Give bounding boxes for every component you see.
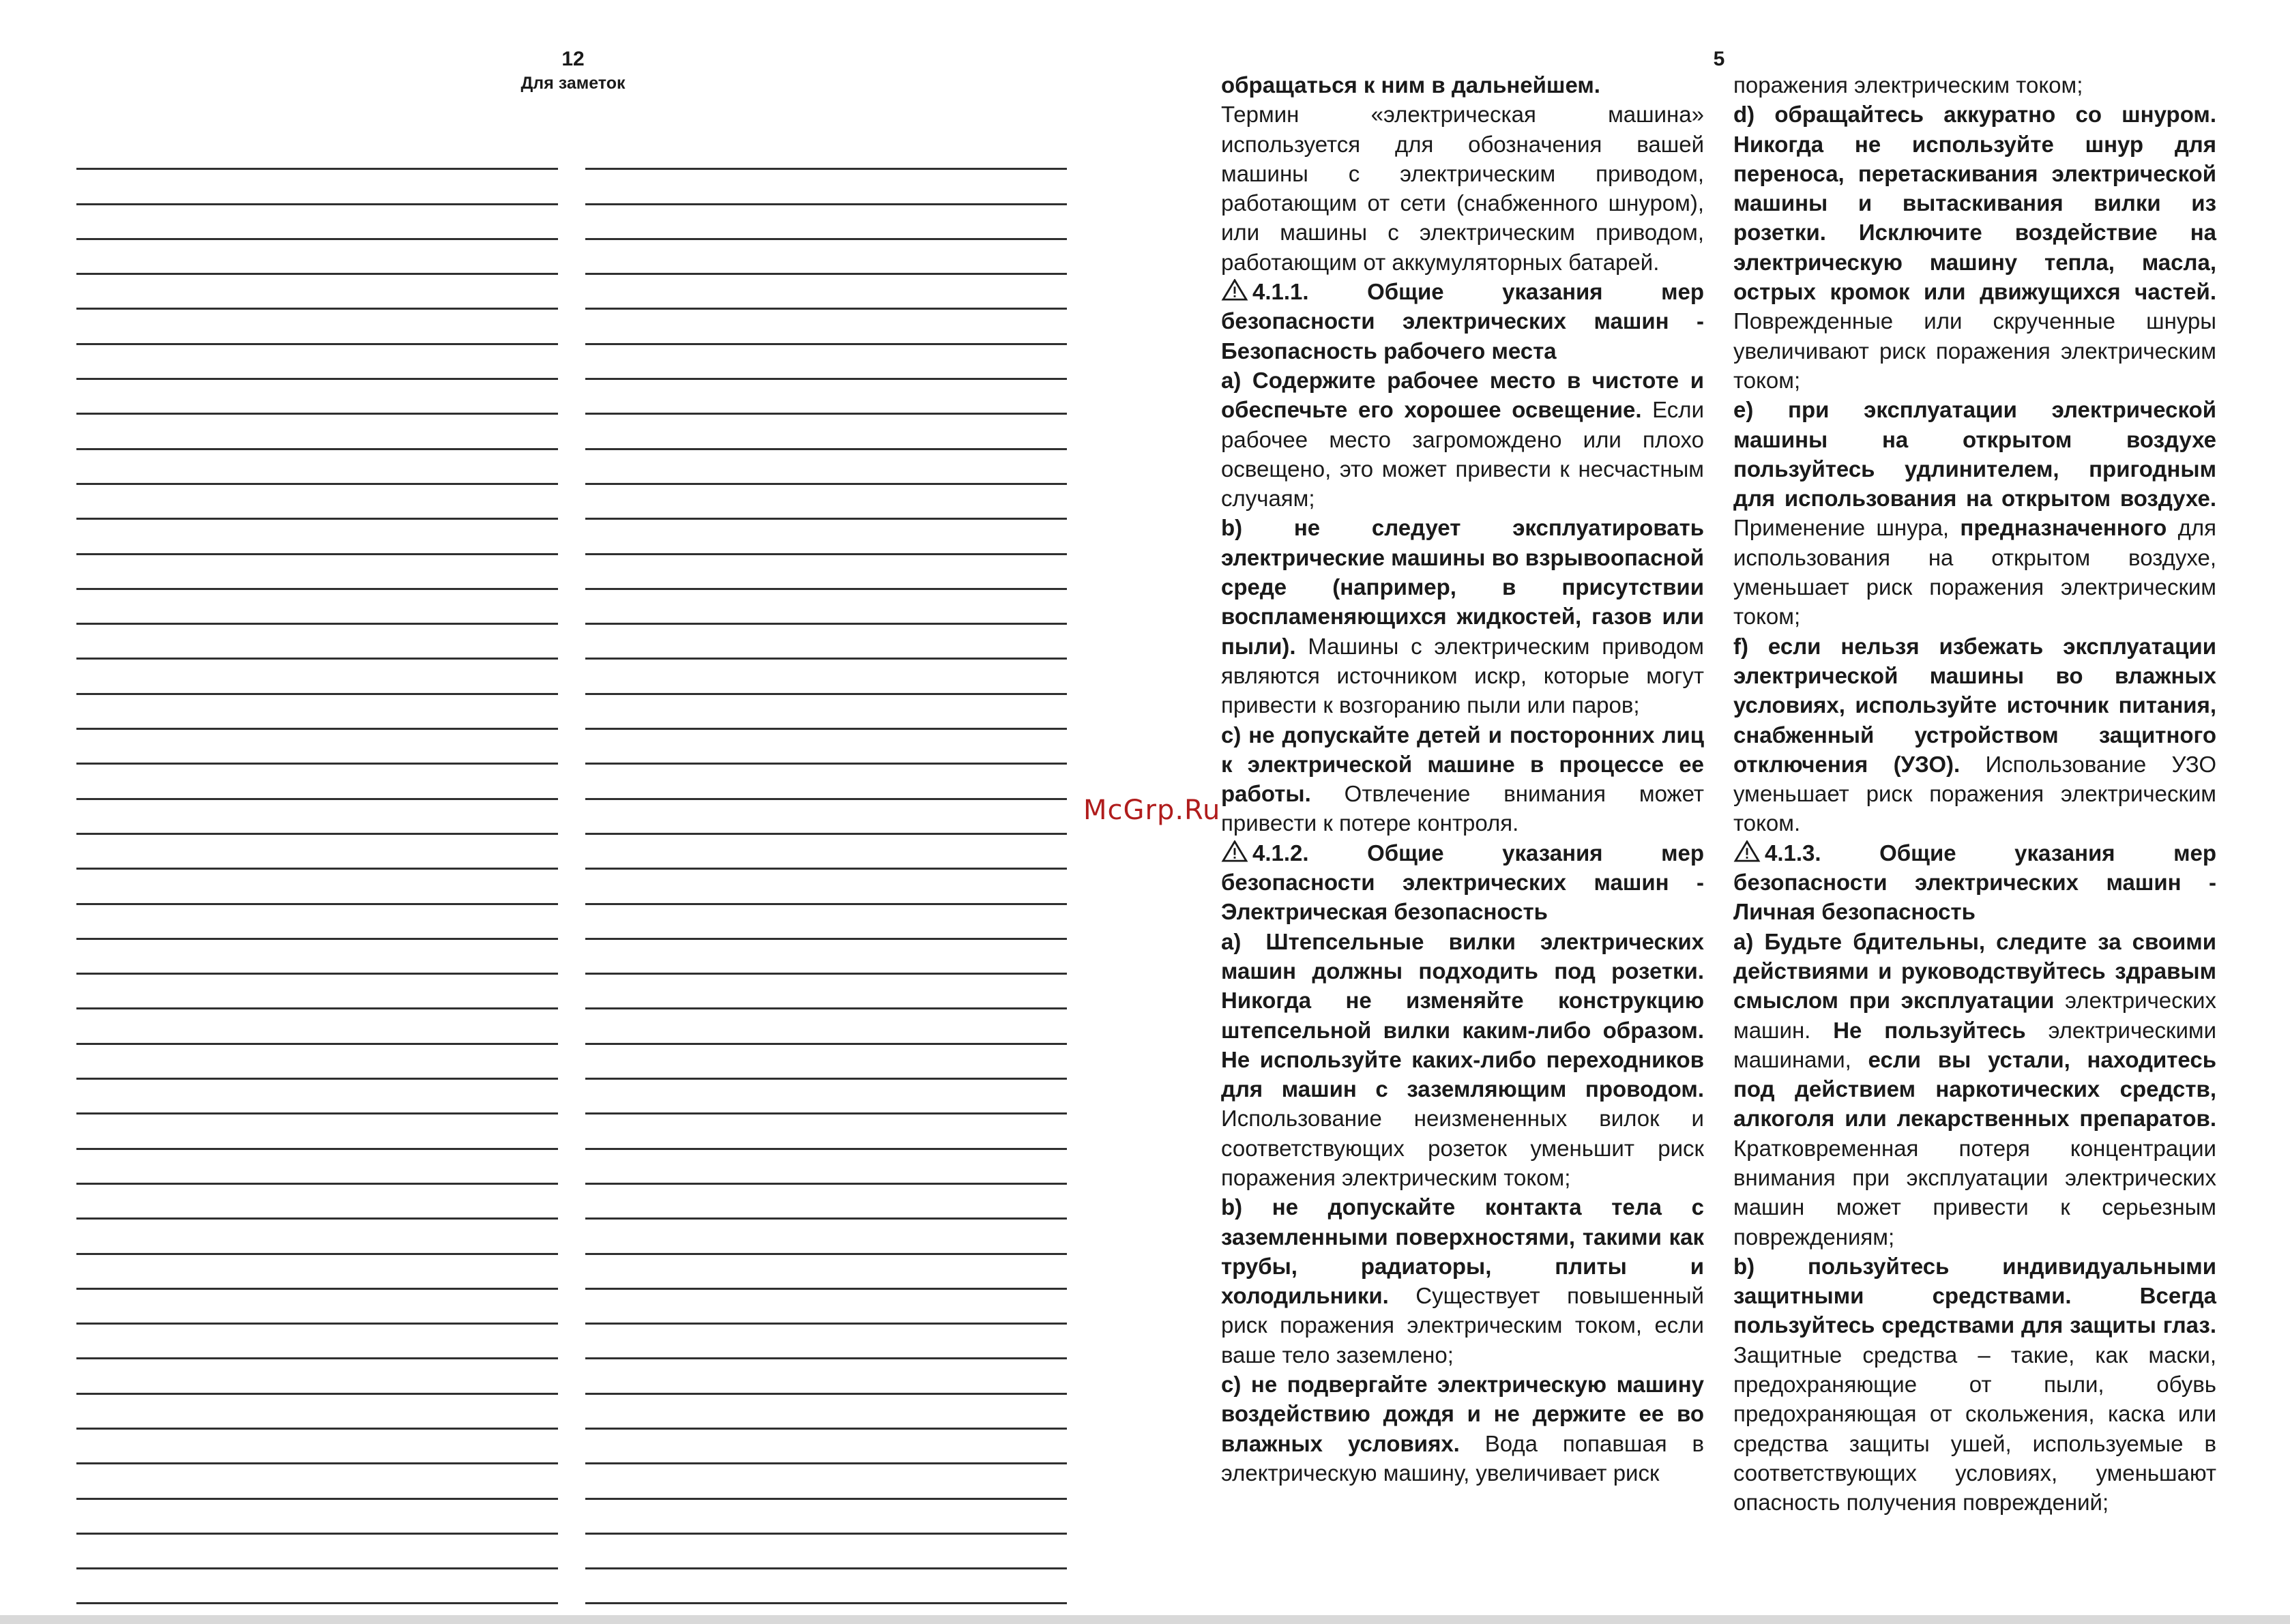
note-line bbox=[76, 730, 558, 765]
note-line bbox=[585, 450, 1067, 485]
note-line bbox=[585, 205, 1067, 240]
list-item-d bbox=[1733, 100, 2216, 395]
note-line bbox=[585, 1045, 1067, 1080]
note-line bbox=[585, 1500, 1067, 1535]
note-line bbox=[76, 905, 558, 940]
note-line bbox=[76, 870, 558, 904]
note-line bbox=[76, 520, 558, 555]
note-line bbox=[585, 240, 1067, 275]
bold-text: b) не следует эксплуатировать электрические машины во взрывоопасной среде (например, в присутствии воспламеняющихся жидкостей, газов или пыли). bbox=[1221, 515, 1704, 659]
regular-text: Применение шнура, bbox=[1733, 515, 1950, 541]
note-line bbox=[76, 380, 558, 415]
list-item-b2 bbox=[1221, 1192, 1704, 1370]
heading-text: 4.1.1. Общие указания мер безопасности электрических машин - Безопасность рабочего места bbox=[1221, 279, 1704, 364]
bold-text: а) Штепсельные вилки электрических машин должны подходить под розетки. Никогда не изменяйте конструкцию штепсельной вилки каким-либо образом. Не используйте каких-либо переходников для машин с заземляющим проводом. bbox=[1221, 928, 1704, 1102]
note-line bbox=[585, 625, 1067, 660]
note-line bbox=[585, 1150, 1067, 1185]
bold-text: если вы устали, находитесь под действием наркотических средств, алкоголя или лекарственных препаратов. bbox=[1733, 1046, 2216, 1132]
text-column-2 bbox=[1733, 70, 2216, 1518]
note-line bbox=[76, 415, 558, 449]
heading-text: 4.1.3. Общие указания мер безопасности электрических машин - Личная безопасность bbox=[1733, 840, 2216, 925]
note-line bbox=[585, 590, 1067, 625]
note-line bbox=[585, 870, 1067, 904]
note-line bbox=[585, 1220, 1067, 1254]
scan-bottom-edge bbox=[0, 1615, 2290, 1624]
regular-text: Поврежденные или скрученные шнуры увеличивают риск поражения электрическим током; bbox=[1733, 308, 2216, 393]
list-item-c2 bbox=[1221, 1370, 1704, 1488]
list-item-a bbox=[1221, 366, 1704, 513]
heading-text: 4.1.2. Общие указания мер безопасности электрических машин - Электрическая безопасность bbox=[1221, 840, 1704, 925]
section-heading-4-1-2 bbox=[1221, 838, 1704, 927]
regular-text: Использование неизмененных вилок и соответствующих розеток уменьшит риск поражения электрическим током; bbox=[1221, 1106, 1704, 1190]
list-item-a2 bbox=[1221, 927, 1704, 1193]
note-line bbox=[76, 555, 558, 590]
note-line bbox=[76, 240, 558, 275]
list-item-a3 bbox=[1733, 927, 2216, 1252]
note-line bbox=[585, 1255, 1067, 1290]
note-line bbox=[76, 1080, 558, 1114]
regular-text: Вода попавшая в электрическую машину, увеличивает риск bbox=[1221, 1430, 1705, 1486]
note-line bbox=[585, 905, 1067, 940]
regular-text: Машины с электрическим приводом являются источником искр, которые могут привести к возгоранию пыли или паров; bbox=[1221, 633, 1704, 718]
bold-text: а) Содержите рабочее место в чистоте и обеспечьте его хорошее освещение. bbox=[1221, 367, 1704, 423]
bold-text: предназначенного bbox=[1960, 515, 2167, 541]
note-line bbox=[585, 170, 1067, 205]
note-line bbox=[585, 1569, 1067, 1604]
list-item-c bbox=[1221, 720, 1704, 838]
list-item-b3 bbox=[1733, 1252, 2216, 1518]
note-line bbox=[76, 1220, 558, 1254]
note-line bbox=[76, 625, 558, 660]
note-line bbox=[76, 450, 558, 485]
note-line bbox=[76, 275, 558, 310]
note-line bbox=[76, 695, 558, 730]
note-line bbox=[76, 1535, 558, 1569]
note-line bbox=[585, 345, 1067, 380]
note-line bbox=[585, 1290, 1067, 1325]
note-line bbox=[76, 590, 558, 625]
note-line bbox=[76, 135, 558, 170]
regular-text: Отвлечение внимания может привести к потере контроля. bbox=[1221, 781, 1704, 836]
list-item-f bbox=[1733, 632, 2216, 838]
notes-lines-right-column bbox=[585, 135, 1067, 1604]
note-line bbox=[585, 310, 1067, 344]
regular-text: Кратковременная потеря концентрации внимания при эксплуатации электрических машин может привести к серьезным повреждениям; bbox=[1733, 1135, 2216, 1250]
note-line bbox=[585, 485, 1067, 520]
note-line bbox=[76, 1009, 558, 1044]
note-line bbox=[585, 380, 1067, 415]
bold-text: с) не допускайте детей и посторонних лиц к электрической машине в процессе ее работы. bbox=[1221, 722, 1704, 807]
section-heading-4-1-1 bbox=[1221, 277, 1704, 366]
paragraph-continuation bbox=[1221, 70, 1704, 100]
note-line bbox=[585, 1185, 1067, 1220]
note-line bbox=[585, 835, 1067, 870]
bold-text: а) Будьте бдительны, следите за своими действиями и руководствуйтесь здравым смыслом при эксплуатации bbox=[1733, 928, 2216, 1014]
note-line bbox=[585, 415, 1067, 449]
note-line bbox=[585, 1009, 1067, 1044]
note-line bbox=[76, 310, 558, 344]
bold-text: с) не подвергайте электрическую машину воздействию дождя и не держите ее во влажных условиях. bbox=[1221, 1372, 1704, 1456]
watermark: McGrp.Ru bbox=[1083, 795, 1221, 826]
note-line bbox=[76, 1500, 558, 1535]
note-line bbox=[76, 1185, 558, 1220]
note-line bbox=[76, 205, 558, 240]
note-line bbox=[585, 135, 1067, 170]
note-line bbox=[76, 1464, 558, 1499]
note-line bbox=[585, 1080, 1067, 1114]
note-line bbox=[585, 660, 1067, 694]
note-line bbox=[585, 1430, 1067, 1464]
note-line bbox=[76, 1150, 558, 1185]
bold-text: обращаться к ним в дальнейшем. bbox=[1221, 72, 1600, 98]
warning-triangle-icon bbox=[1221, 279, 1248, 301]
bold-text: Не пользуйтесь bbox=[1833, 1017, 2026, 1043]
note-line bbox=[76, 1290, 558, 1325]
notes-title: Для заметок bbox=[520, 74, 626, 93]
note-line bbox=[585, 1359, 1067, 1394]
note-line bbox=[76, 345, 558, 380]
note-line bbox=[76, 1569, 558, 1604]
note-line bbox=[76, 835, 558, 870]
bold-text: b) не допускайте контакта тела с заземленными поверхностями, такими как трубы, радиаторы, плиты и холодильники. bbox=[1221, 1194, 1704, 1309]
regular-text: Использование УЗО уменьшает риск поражения электрическим током. bbox=[1733, 751, 2216, 836]
note-line bbox=[76, 765, 558, 799]
paragraph-continuation: поражения электрическим током; bbox=[1733, 72, 2083, 98]
note-line bbox=[76, 660, 558, 694]
regular-text: Защитные средства – такие, как маски, предохраняющие от пыли, обувь предохраняющая от скольжения, каска или средства защиты ушей, используемые в соответствующих условиях, уменьшают опасность получения повреждений; bbox=[1733, 1342, 2216, 1516]
note-line bbox=[585, 730, 1067, 765]
note-line bbox=[76, 1430, 558, 1464]
note-line bbox=[585, 275, 1067, 310]
bold-text: е) при эксплуатации электрической машины на открытом воздухе пользуйтесь удлинителем, пригодным для использования на открытом воздухе. bbox=[1733, 397, 2216, 512]
note-line bbox=[76, 800, 558, 835]
note-line bbox=[585, 520, 1067, 555]
note-line bbox=[585, 800, 1067, 835]
note-line bbox=[585, 1114, 1067, 1149]
note-line bbox=[76, 170, 558, 205]
warning-triangle-icon bbox=[1733, 840, 1761, 862]
note-line bbox=[76, 940, 558, 975]
note-line bbox=[76, 1325, 558, 1359]
note-line bbox=[585, 1464, 1067, 1499]
regular-text: Существует повышенный риск поражения электрическим током, если ваше тело заземлено; bbox=[1221, 1283, 1704, 1368]
note-line bbox=[585, 940, 1067, 975]
note-line bbox=[76, 485, 558, 520]
note-line bbox=[76, 1255, 558, 1290]
list-item-b bbox=[1221, 513, 1704, 720]
note-line bbox=[76, 975, 558, 1009]
list-item-e bbox=[1733, 395, 2216, 631]
regular-text: для использования на открытом воздухе, уменьшает риск поражения электрическим током; bbox=[1733, 515, 2217, 630]
left-page-number: 12 bbox=[561, 48, 585, 70]
text-column-1 bbox=[1221, 70, 1704, 1488]
section-heading-4-1-3 bbox=[1733, 838, 2216, 927]
paragraph-term-definition: Термин «электрическая машина» используется для обозначения вашей машины с электрическим приводом, работающим от сети (снабженного шнуром), или машины с электрическим приводом, работающим от аккумуляторных батарей. bbox=[1221, 102, 1704, 275]
right-page-number: 5 bbox=[1713, 48, 1725, 70]
bold-text: f) если нельзя избежать эксплуатации электрической машины во влажных условиях, используйте источник питания, снабженный устройством защитного отключения (УЗО). bbox=[1733, 633, 2216, 777]
note-line bbox=[585, 975, 1067, 1009]
bold-text: b) пользуйтесь индивидуальными защитными средствами. Всегда пользуйтесь средствами для защиты глаз. bbox=[1733, 1253, 2216, 1338]
bold-text: d) обращайтесь аккуратно со шнуром. Никогда не используйте шнур для переноса, перетаскивания электрической машины и вытаскивания вилки из розетки. Исключите воздействие на электрическую машину тепла, масла, острых кромок или движущихся частей. bbox=[1733, 102, 2216, 305]
regular-text: электрических машин. bbox=[1733, 988, 2216, 1043]
regular-text: Если рабочее место загромождено или плохо освещено, это может привести к несчастным случаям; bbox=[1221, 397, 1705, 512]
note-line bbox=[585, 695, 1067, 730]
note-line bbox=[585, 1535, 1067, 1569]
note-line bbox=[585, 555, 1067, 590]
note-line bbox=[76, 1114, 558, 1149]
note-line bbox=[76, 1359, 558, 1394]
regular-text: электрическими машинами, bbox=[1733, 1017, 2217, 1072]
notes-lines-left-column bbox=[76, 135, 558, 1604]
note-line bbox=[76, 1395, 558, 1430]
warning-triangle-icon bbox=[1221, 840, 1248, 862]
note-line bbox=[76, 1045, 558, 1080]
note-line bbox=[585, 1325, 1067, 1359]
note-line bbox=[585, 1395, 1067, 1430]
note-line bbox=[585, 765, 1067, 799]
